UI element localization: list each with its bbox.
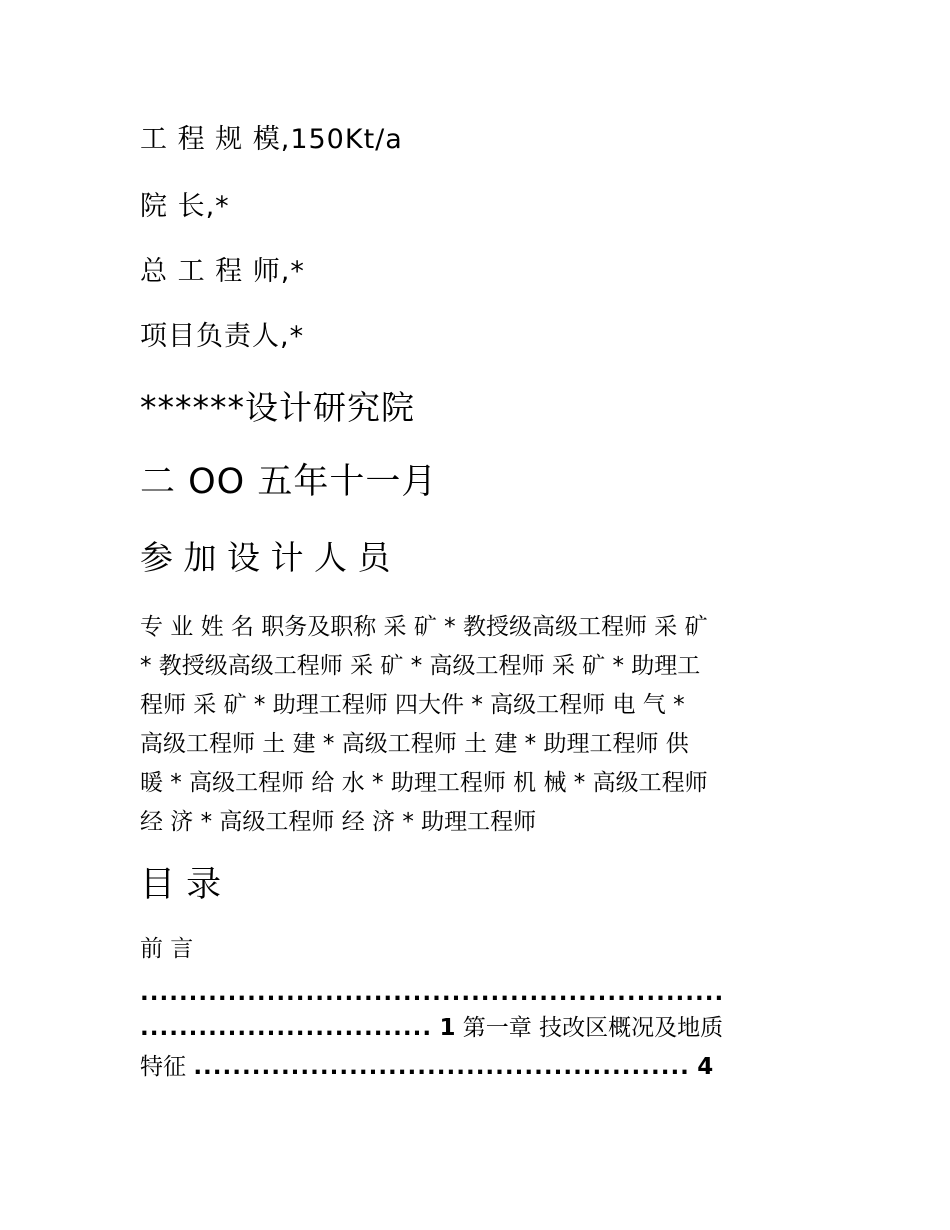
toc-entry-title-cont: 特征 [140,1054,186,1080]
staff-line: 程师 采 矿 * 助理工程师 四大件 * 高级工程师 电 气 * [140,692,685,718]
staff-line: 高级工程师 土 建 * 高级工程师 土 建 * 助理工程师 供 [140,731,689,757]
president-line: 院 长,* [140,191,230,222]
toc-heading: 目 录 [140,865,222,905]
toc-row [140,1017,723,1040]
toc-row [140,1056,713,1079]
toc-entry-title: 前 言 [140,936,194,962]
project-lead-line: 项目负责人,* [140,321,305,352]
staff-line: * 教授级高级工程师 采 矿 * 高级工程师 采 矿 * 助理工 [140,653,701,679]
staff-line: 暖 * 高级工程师 给 水 * 助理工程师 机 械 * 高级工程师 [140,770,708,796]
toc-dot-leader: ................................................... [193,1054,690,1080]
institute-name: ******设计研究院 [140,388,415,427]
document-date: 二 OO 五年十一月 [140,462,438,502]
toc-page-number: 1 [439,1015,456,1041]
chief-engineer-line: 总 工 程 师,* [140,256,305,287]
toc-page-number: 4 [697,1054,714,1080]
toc-dot-leader: ............................................................ [140,982,725,1005]
staff-list [140,608,810,842]
staff-line: 专 业 姓 名 职务及职称 采 矿 * 教授级高级工程师 采 矿 [140,614,708,640]
staff-line: 经 济 * 高级工程师 经 济 * 助理工程师 [140,809,537,835]
toc-dot-leader: .............................. [140,1015,433,1041]
project-scale: 工 程 规 模,150Kt/a [140,124,403,155]
toc-entry-title: 第一章 技改区概况及地质 [462,1015,724,1041]
staff-heading: 参 加 设 计 人 员 [140,538,391,577]
